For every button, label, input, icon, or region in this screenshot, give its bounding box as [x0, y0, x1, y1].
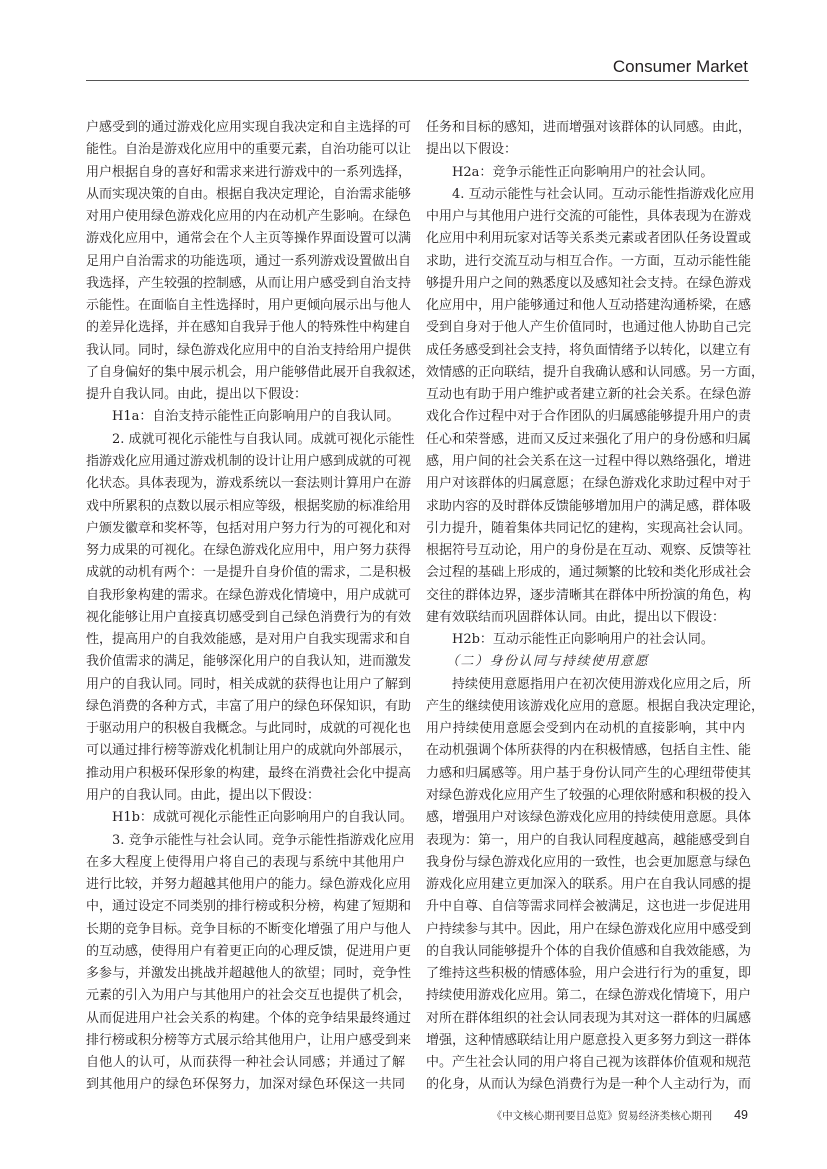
text-line: H1b：成就可视化示能性正向影响用户的自我认同。: [112, 810, 413, 826]
text-line: 示能性。在面临自主性选择时，用户更倾向展示出与他人: [86, 298, 412, 314]
text-line: 提升自我认同。由此，提出以下假设：: [86, 387, 308, 403]
text-line: 排行榜或积分榜等方式展示给其他用户，让用户感受到来: [86, 1032, 412, 1048]
text-line: 受到自身对于他人产生价值同时，也通过他人协助自己完: [426, 320, 752, 336]
text-line: 长期的竞争目标。竞争目标的不断变化增强了用户与他人: [86, 921, 412, 937]
text-line: H1a：自治支持示能性正向影响用户的自我认同。: [112, 409, 400, 425]
text-line: 中，通过设定不同类别的排行榜或积分榜，构建了短期和: [86, 899, 412, 915]
text-line: 3. 竞争示能性与社会认同。竞争示能性指游戏化应用: [112, 832, 415, 848]
text-line: 任心和荣誉感，进而又反过来强化了用户的身份感和归属: [426, 431, 752, 447]
text-line: 建有效联结而巩固群体认同。由此，提出以下假设：: [426, 609, 726, 625]
paragraph: [426, 674, 765, 1097]
text-line: 性，提高用户的自我效能感，是对用户自我实现需求和自: [86, 632, 412, 648]
text-line: 戏化合作过程中对于合作团队的归属感能够提升用户的责: [426, 409, 752, 425]
text-line: 的互动感，使得用户有着更正向的心理反馈，促进用户更: [86, 943, 412, 959]
paragraph: [426, 184, 765, 629]
text-line: 持续使用游戏化应用。第二，在绿色游戏化情境下，用户: [426, 988, 752, 1004]
text-line: 多参与，并激发出挑战并超越他人的欲望；同时，竞争性: [86, 966, 412, 982]
text-line: 户感受到的通过游戏化应用实现自我决定和自主选择的可: [86, 120, 412, 135]
text-line: 持续使用意愿指用户在初次使用游戏化应用之后，所: [452, 676, 752, 692]
header-rule: [86, 80, 749, 81]
text-line: 升中自尊、自信等需求同样会被满足，这也进一步促进用: [426, 899, 752, 915]
text-line: 的差异化选择，并在感知自我异于他人的特殊性中构建自: [86, 320, 412, 336]
paragraph: [426, 629, 745, 651]
paragraph: [426, 162, 745, 184]
text-line: 交往的群体边界，逐步清晰其在群体中所扮演的角色，构: [426, 587, 752, 603]
text-line: 引力提升，随着集体共同记忆的建构，实现高社会认同。: [426, 520, 752, 536]
paragraph: [86, 830, 415, 1097]
text-line: 戏中所累积的点数以展示相应等级，根据奖励的标准给用: [86, 498, 412, 514]
text-line: 绿色消费的各种方式，丰富了用户的绿色环保知识，有助: [86, 698, 412, 714]
text-line: 增强，这种情感联结让用户愿意投入更多努力到这一群体: [426, 1032, 752, 1048]
left-column: [86, 117, 425, 1097]
text-line: 用户的自我认同。同时，相关成就的获得也让用户了解到: [86, 676, 412, 692]
text-line: 了自身偏好的集中展示机会，用户能够借此展开自我叙述，: [86, 364, 425, 380]
footer-journal-name: 《中文核心期刊要目总览》贸易经济类核心期刊: [491, 1110, 713, 1122]
text-line: 足用户自治需求的功能选项，通过一系列游戏设置做出自: [86, 253, 412, 269]
paragraph: [86, 807, 413, 829]
page-number: 49: [734, 1108, 748, 1122]
text-line: 户持续参与其中。因此，用户在绿色游戏化应用中感受到: [426, 921, 752, 937]
text-line: 元素的引入为用户与其他用户的社会交互也提供了机会，: [86, 988, 412, 1004]
text-line: 中用户与其他用户进行交流的可能性，具体表现为在游戏: [426, 209, 752, 225]
text-line: 化应用中利用玩家对话等关系类元素或者团队任务设置或: [426, 231, 752, 247]
text-line: 了维持这些积极的情感体验，用户会进行行为的重复，即: [426, 966, 752, 982]
text-line: 我认同。同时，绿色游戏化应用中的自治支持给用户提供: [86, 342, 412, 358]
text-line: 提出以下假设：: [426, 142, 518, 158]
paragraph: [86, 406, 405, 428]
text-line: H2b：互动示能性正向影响用户的社会认同。: [452, 632, 714, 648]
text-line: 根据符号互动论，用户的身份是在互动、观察、反馈等社: [426, 543, 752, 559]
text-line: 对绿色游戏化应用产生了较强的心理依附感和积极的投入: [426, 787, 752, 803]
text-line: 指游戏化应用通过游戏机制的设计让用户感到成就的可视: [86, 453, 412, 469]
text-line: 进行比较，并努力超越其他用户的能力。绿色游戏化应用: [86, 877, 412, 893]
text-line: 可以通过排行榜等游戏化机制让用户的成就向外部展示，: [86, 743, 412, 759]
text-line: 在动机强调个体所获得的内在积极情感，包括自主性、能: [426, 743, 752, 759]
text-line: 会过程的基础上形成的，通过频繁的比较和类化形成社会: [426, 565, 752, 581]
text-line: 求助，进行交流互动与相互合作。一方面，互动示能性能: [426, 253, 752, 269]
text-line: 效情感的正向联结，提升自我确认感和认同感。另一方面，: [426, 364, 765, 380]
text-line: 户颁发徽章和奖杯等，包括对用户努力行为的可视化和对: [86, 520, 412, 536]
text-line: 够提升用户之间的熟悉度以及感知社会支持。在绿色游戏: [426, 275, 752, 291]
text-line: 互动也有助于用户维护或者建立新的社会关系。在绿色游: [426, 387, 752, 403]
text-line: 在多大程度上使得用户将自己的表现与系统中其他用户: [86, 854, 405, 870]
text-line: H2a：竞争示能性正向影响用户的社会认同。: [452, 164, 714, 180]
text-line: 成就的动机有两个：一是提升自身价值的需求，二是积极: [86, 565, 412, 581]
text-line: 的化身，从而认为绿色消费行为是一种个人主动行为，而: [426, 1077, 752, 1093]
text-line: 能性。自治是游戏化应用中的重要元素，自治功能可以让: [86, 142, 412, 158]
text-line: 的自我认同能够提升个体的自我价值感和自我效能感，为: [426, 943, 752, 959]
text-line: 自我形象构建的需求。在绿色游戏化情境中，用户成就可: [86, 587, 412, 603]
text-line: 我身份与绿色游戏化应用的一致性，也会更加愿意与绿色: [426, 854, 752, 870]
text-line: 对所在群体组织的社会认同表现为其对这一群体的归属感: [426, 1010, 752, 1026]
right-column: [426, 117, 765, 1097]
text-line: 我价值需求的满足，能够深化用户的自我认知，进而激发: [86, 654, 412, 670]
text-line: （二）身份认同与持续使用意愿: [446, 654, 650, 670]
text-line: 4. 互动示能性与社会认同。互动示能性指游戏化应用: [452, 186, 755, 202]
text-line: 成任务感受到社会支持，将负面情绪予以转化，以建立有: [426, 342, 752, 358]
text-line: 化状态。具体表现为，游戏系统以一套法则计算用户在游: [86, 476, 412, 492]
text-line: 感，用户间的社会关系在这一过程中得以熟络强化，增进: [426, 453, 752, 469]
text-line: 求助内容的及时群体反馈能够增加用户的满足感，群体吸: [426, 498, 752, 514]
text-line: 对用户使用绿色游戏化应用的内在动机产生影响。在绿色: [86, 209, 412, 225]
text-line: 到其他用户的绿色环保努力，加深对绿色环保这一共同: [86, 1077, 405, 1093]
page-footer: [492, 1108, 748, 1123]
text-line: 表现为：第一，用户的自我认同程度越高，越能感受到自: [426, 832, 752, 848]
text-line: 用户根据自身的喜好和需求来进行游戏中的一系列选择，: [86, 164, 412, 180]
text-line: 任务和目标的感知，进而增强对该群体的认同感。由此，: [426, 120, 752, 135]
text-line: 化应用中，用户能够通过和他人互动搭建沟通桥梁，在感: [426, 298, 752, 314]
text-line: 用户对该群体的归属意愿；在绿色游戏化求助过程中对于: [426, 476, 752, 492]
text-line: 努力成果的可视化。在绿色游戏化应用中，用户努力获得: [86, 543, 412, 559]
text-line: 用户的自我认同。由此，提出以下假设：: [86, 787, 321, 803]
text-line: 产生的继续使用该游戏化应用的意愿。根据自我决定理论，: [426, 698, 765, 714]
text-line: 视化能够让用户直接真切感受到自己绿色消费行为的有效: [86, 609, 412, 625]
text-line: 推动用户积极环保形象的构建，最终在消费社会化中提高: [86, 765, 412, 781]
running-header-title: Consumer Market: [612, 57, 748, 76]
paragraph: [426, 117, 752, 162]
text-line: 从而实现决策的自由。根据自我决定理论，自治需求能够: [86, 186, 412, 202]
text-line: 游戏化应用中，通常会在个人主页等操作界面设置可以满: [86, 231, 412, 247]
section-heading: [426, 651, 745, 673]
text-line: 中。产生社会认同的用户将自己视为该群体价值观和规范: [426, 1055, 752, 1071]
text-line: 2. 成就可视化示能性与自我认同。成就可视化示能性: [112, 431, 415, 447]
text-line: 用户持续使用意愿会受到内在动机的直接影响，其中内: [426, 721, 745, 737]
paragraph: [86, 429, 415, 808]
text-line: 自他人的认可，从而获得一种社会认同感；并通过了解: [86, 1055, 405, 1071]
text-line: 游戏化应用建立更加深入的联系。用户在自我认同感的提: [426, 877, 752, 893]
paragraph: [86, 117, 425, 406]
text-line: 感，增强用户对该绿色游戏化应用的持续使用意愿。具体: [426, 810, 752, 826]
text-line: 从而促进用户社会关系的构建。个体的竞争结果最终通过: [86, 1010, 412, 1026]
text-line: 我选择，产生较强的控制感，从而让用户感受到自治支持: [86, 275, 412, 291]
text-line: 力感和归属感等。用户基于身份认同产生的心理纽带使其: [426, 765, 752, 781]
text-line: 于驱动用户的积极自我概念。与此同时，成就的可视化也: [86, 721, 412, 737]
